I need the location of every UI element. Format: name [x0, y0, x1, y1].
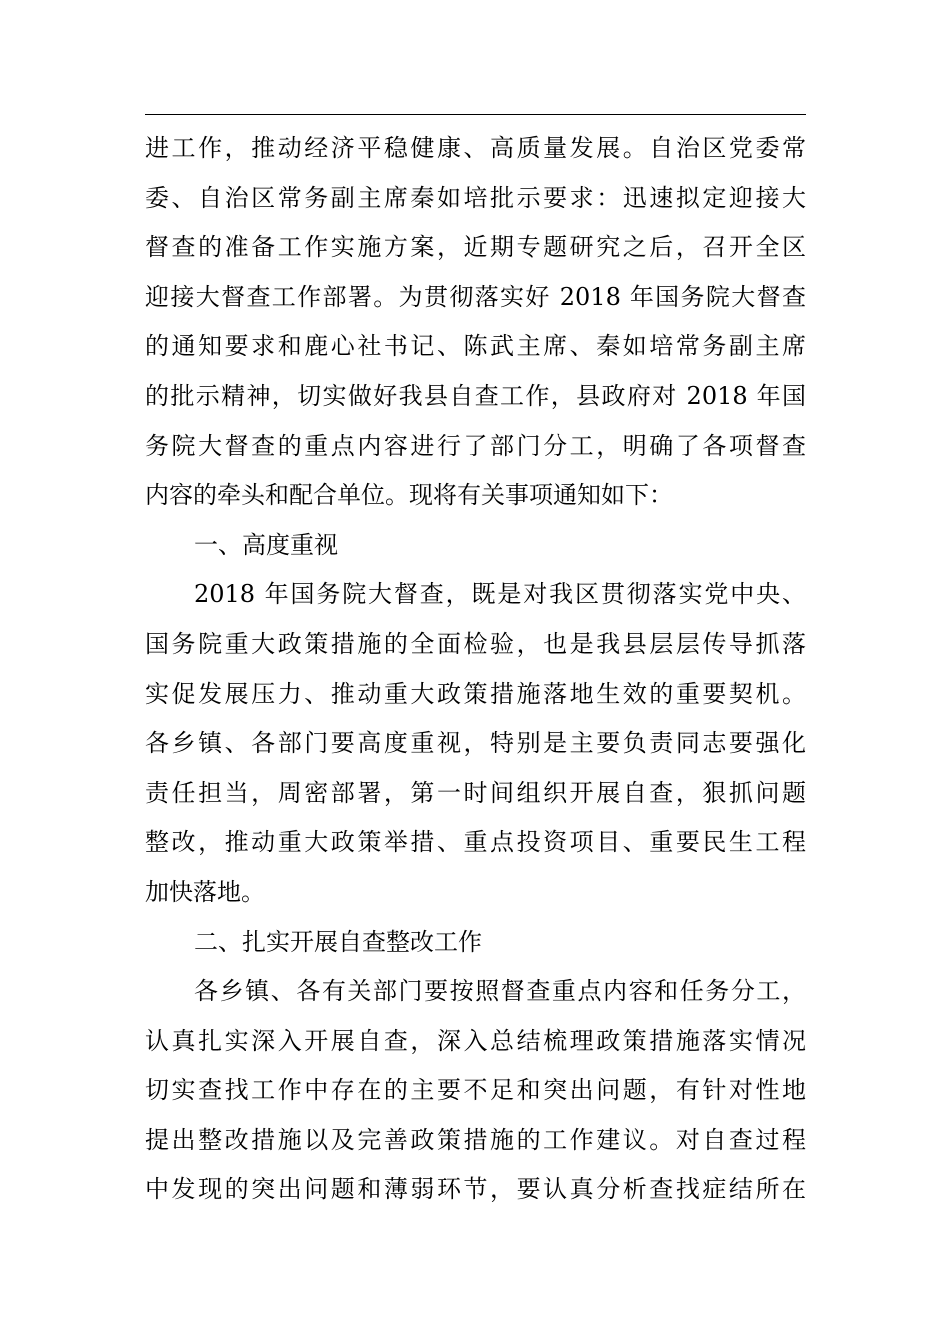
- text-line: 务院大督查的重点内容进行了部门分工，明确了各项督查: [145, 431, 806, 460]
- document-body: [145, 124, 806, 1215]
- paragraph-intro: [145, 124, 806, 521]
- text-line: 加快落地。: [145, 877, 265, 906]
- text-line: 中发现的突出问题和薄弱环节，要认真分析查找症结所在: [145, 1175, 806, 1204]
- text-line: 国务院重大政策措施的全面检验，也是我县层层传导抓落: [145, 629, 806, 658]
- text-line: 整改，推动重大政策举措、重点投资项目、重要民生工程: [145, 828, 806, 857]
- text-line: 实促发展压力、推动重大政策措施落地生效的重要契机。: [145, 679, 806, 708]
- section-heading-1: 一、高度重视: [194, 530, 338, 559]
- text-line: 的批示精神，切实做好我县自查工作，县政府对 2018 年国: [145, 381, 806, 410]
- text-line: 各乡镇、各有关部门要按照督查重点内容和任务分工，: [194, 977, 806, 1006]
- text-line: 迎接大督查工作部署。为贯彻落实好 2018 年国务院大督查: [145, 282, 806, 311]
- text-line: 各乡镇、各部门要高度重视，特别是主要负责同志要强化: [145, 729, 806, 758]
- text-line: 提出整改措施以及完善政策措施的工作建议。对自查过程: [145, 1125, 806, 1154]
- text-line: 切实查找工作中存在的主要不足和突出问题，有针对性地: [145, 1076, 806, 1105]
- text-line: 委、自治区常务副主席秦如培批示要求：迅速拟定迎接大: [145, 183, 806, 212]
- text-line: 进工作，推动经济平稳健康、高质量发展。自治区党委常: [145, 134, 806, 162]
- text-line: 内容的牵头和配合单位。现将有关事项通知如下：: [145, 481, 673, 510]
- text-line: 的通知要求和鹿心社书记、陈武主席、秦如培常务副主席: [145, 332, 806, 361]
- text-line: 督查的准备工作实施方案，近期专题研究之后，召开全区: [145, 233, 806, 262]
- text-line: 责任担当，周密部署，第一时间组织开展自查，狠抓问题: [145, 778, 806, 807]
- paragraph-section-2: [145, 967, 806, 1215]
- text-line: 认真扎实深入开展自查，深入总结梳理政策措施落实情况: [145, 1026, 806, 1055]
- paragraph-section-1: [145, 570, 806, 917]
- section-heading-2: 二、扎实开展自查整改工作: [194, 927, 482, 956]
- text-line: 2018 年国务院大督查，既是对我区贯彻落实党中央、: [194, 580, 806, 609]
- header-rule: [145, 114, 806, 115]
